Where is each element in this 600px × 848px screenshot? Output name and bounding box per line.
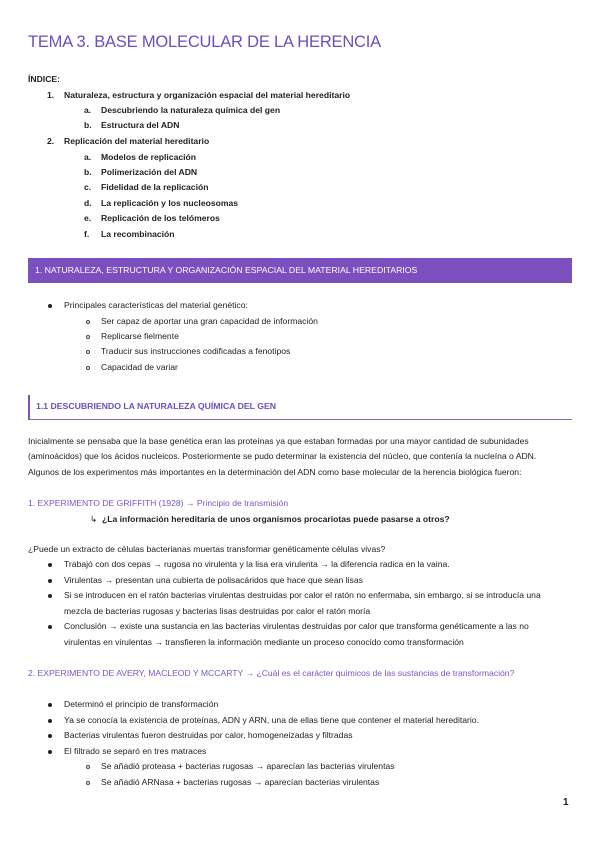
sub-bullet-text: Traducir sus instrucciones codificadas a fenotipos: [101, 346, 291, 356]
sub-bullet-text: Capacidad de variar: [101, 362, 178, 372]
paragraph-line: Inicialmente se pensaba que la base genética eran las proteínas ya que estaban formadas por una mayor cantidad de subunidades: [28, 436, 529, 446]
bullet-text: Trabajó con dos cepas → rugosa no virulenta y la lisa era virulenta → la diferencia radica en la vaina.: [64, 559, 450, 569]
sub-bullet-circle: [86, 335, 90, 339]
sub-bullet-circle: [86, 320, 90, 324]
bullet-text-continued: virulentas en virulentas → transfieren la información mediante un proceso conocido como transformación: [64, 637, 464, 647]
bullet-dot: [48, 703, 52, 707]
bullet-dot: [48, 625, 52, 629]
arrow-icon: ↳: [90, 514, 98, 524]
index-item-label: Naturaleza, estructura y organización espacial del material hereditario: [64, 90, 351, 100]
bullet-dot: [48, 563, 52, 567]
bullet-text: Virulentas → presentan una cubierta de polisacáridos que hace que sean lisas: [64, 575, 363, 585]
experiment-heading-avery: 2. EXPERIMENTO DE AVERY, MACLEOD Y MCCARTY → ¿Cuál es el carácter químicos de las sustancias de transformación?: [28, 668, 515, 678]
sub-bullet-text: Replicarse fielmente: [101, 331, 179, 341]
bullet-text: Conclusión → existe una sustancia en las bacterias virulentas destruidas por calor que transforma genéticamente a las no: [64, 621, 529, 631]
index-subitem-letter: f.: [84, 229, 90, 239]
bullet-text: Si se introducen en el ratón bacterias virulentas destruidas por calor el ratón no enfermaba, sin embargo, si se introducía una: [64, 590, 541, 600]
subsection-heading: 1.1 DESCUBRIENDO LA NATURALEZA QUÍMICA DEL GEN: [28, 395, 572, 420]
index-subitem-label: Estructura del ADN: [101, 120, 180, 130]
index-subitem-letter: a.: [84, 105, 92, 115]
experiment-heading-griffith: 1. EXPERIMENTO DE GRIFFITH (1928) → Principio de transmisión: [28, 498, 289, 508]
page-number: 1: [563, 797, 569, 808]
sub-bullet-circle: [86, 366, 90, 370]
bullet-text: Principales características del material genético:: [64, 300, 248, 310]
experiment-question: ¿La información hereditaria de unos organismos procariotas puede pasarse a otros?: [102, 514, 450, 524]
bullet-dot: [48, 750, 52, 754]
index-subitem-label: Descubriendo la naturaleza química del gen: [101, 105, 281, 115]
index-item-label: Replicación del material hereditario: [64, 136, 210, 146]
index-subitem-label: Modelos de replicación: [101, 152, 197, 162]
bullet-text: Determinó el principio de transformación: [64, 699, 219, 709]
index-subitem-letter: e.: [84, 213, 92, 223]
bullet-dot: [48, 719, 52, 723]
page-title: TEMA 3. BASE MOLECULAR DE LA HERENCIA: [28, 33, 381, 51]
sub-bullet-circle: [86, 781, 90, 785]
bullet-text: Ya se conocía la existencia de proteínas, ADN y ARN, una de ellas tiene que contener el material hereditario.: [64, 715, 479, 725]
index-subitem-letter: b.: [84, 120, 92, 130]
bullet-dot: [48, 304, 52, 308]
index-subitem-label: Polimerización del ADN: [101, 167, 198, 177]
index-subitem-letter: d.: [84, 198, 92, 208]
bullet-dot: [48, 579, 52, 583]
index-subitem-label: Replicación de los telómeros: [101, 213, 220, 223]
paragraph-line: ¿Puede un extracto de células bacterianas muertas transformar genéticamente células vivas?: [28, 544, 386, 554]
paragraph-line: (aminoácidos) que los ácidos nucleicos. Posteriormente se pudo determinar la existencia del núcleo, que contenía la nucleína o ADN.: [28, 451, 537, 461]
bullet-dot: [48, 734, 52, 738]
sub-bullet-circle: [86, 350, 90, 354]
sub-bullet-text: Se añadió ARNasa + bacterias rugosas → aparecían bacterias virulentas: [101, 777, 380, 787]
index-heading: ÍNDICE:: [28, 74, 60, 84]
index-subitem-letter: a.: [84, 152, 92, 162]
index-item-number: 1.: [47, 90, 55, 100]
index-subitem-letter: b.: [84, 167, 92, 177]
bullet-text: Bacterias virulentas fueron destruidas por calor, homogeneizadas y filtradas: [64, 730, 353, 740]
index-subitem-label: La recombinación: [101, 229, 175, 239]
section-heading-bar: 1. NATURALEZA, ESTRUCTURA Y ORGANIZACIÓN ESPACIAL DEL MATERIAL HEREDITARIOS: [28, 258, 572, 283]
bullet-dot: [48, 594, 52, 598]
paragraph-line: Algunos de los experimentos más importantes en la determinación del ADN como base molecular de la herencia biológica fueron:: [28, 467, 522, 477]
index-subitem-label: Fidelidad de la replicación: [101, 182, 209, 192]
bullet-text: El filtrado se separó en tres matraces: [64, 746, 207, 756]
sub-bullet-text: Se añadió proteasa + bacterias rugosas → aparecían las bacterias virulentas: [101, 761, 395, 771]
sub-bullet-text: Ser capaz de aportar una gran capacidad de información: [101, 316, 318, 326]
index-subitem-label: La replicación y los nucleosomas: [101, 198, 239, 208]
index-subitem-letter: c.: [84, 182, 92, 192]
sub-bullet-circle: [86, 765, 90, 769]
index-item-number: 2.: [47, 136, 55, 146]
bullet-text-continued: mezcla de bacterias rugosas y bacterias lisas destruidas por calor el ratón moría: [64, 606, 371, 616]
